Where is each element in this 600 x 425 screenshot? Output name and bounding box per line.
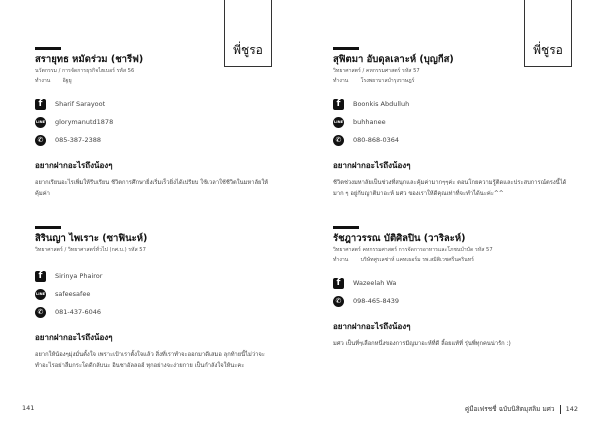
contact-facebook [35,267,270,285]
profile-card [35,226,270,372]
line-value: glorymanutd1878 [55,118,114,126]
facebook-icon: f [333,278,344,289]
contact-phone [35,303,270,321]
phone-value: 098-465-8439 [353,297,400,305]
work-value: อิฐยู [62,78,72,84]
profile-card [35,47,270,200]
message-text: มศว เป็นที่ๆเลือกหนึ่งของการมีญมาอะห์ที่ดี ลี้อยแท้ที่ รุ่นพี่ทุกคนน่ารัก :) [333,341,511,347]
phone-icon: ✆ [333,135,344,146]
facebook-icon: f [35,271,46,282]
page-number: 142 [565,405,578,413]
contact-phone [35,131,270,149]
contact-line [35,285,270,303]
facebook-value: Sharif Sarayoot [55,100,106,108]
work-label: ทำงาน [333,78,349,84]
facebook-value: Wazeelah Wa [353,279,397,287]
phone-value: 081-437-6046 [55,308,102,316]
message-text: อยากเรียนอะไรเพิ่มให้รีบเรียน ชีวิตการศึกษายิ่งเริ่มเร็วยิ่งได้เปรียบ ใช้เวลาใช้ชีวิตในมหาลัยให้คุ้มค่า [35,180,269,197]
contact-phone [333,292,568,310]
profile-card [333,47,568,200]
profile-work [333,256,568,265]
profile-degree: นวัตกรรม / การจัดการธุรกิจไฮเบอร์ รหัส 56 [35,68,135,74]
message-text: อยากให้น้องๆมุ่งมั่นตั้งใจ เพราะเป้าเราตั้งใจแล้ว สิ่งที่เราทำจะออกมาดีเสมอ ลุกท้ายนี้ไม่ว่าจะทำอะไรอย่าลืมกระโดดีกลับนะ อินชาอัลลอฮ์ ทุกอย่างจะง่ายกาย เป็นกำลังใจให้นะคะ [35,352,265,369]
contact-list [35,267,270,321]
work-value: บริษัทศูรเลซ่าห์ แคทเธอร์ม รพ.สมิติเวชศรีนครินทร์ [360,257,474,263]
heading-bar [333,226,359,229]
message-title: อยากฝากอะไรถึงน้องๆ [333,161,411,170]
footer-divider [560,405,561,414]
profile-name: รัชฎาวรรณ บัติศิลปิน (วาริละห์) [333,233,466,244]
profile-degree: วิทยาศาสตร์ / คหกรรมศาสตร์ รหัส 57 [333,68,420,74]
line-icon: LINE [35,289,46,300]
heading-bar [35,47,61,50]
contact-facebook [333,274,568,292]
profile-work [333,77,568,86]
line-icon: LINE [333,117,344,128]
profile-degree: วิทยาศาสตร์ / วิทยาศาสตร์ทั่วไป (กศ.บ.) รหัส 57 [35,247,146,253]
contact-list [333,95,568,149]
work-value: โรงพยาบาลบำรุงราษฎร์ [360,78,415,84]
work-label: ทำงาน [333,257,349,263]
page-number: 141 [22,404,35,412]
contact-list [35,95,270,149]
contact-facebook [333,95,568,113]
contact-line [333,113,568,131]
heading-bar [35,226,61,229]
phone-value: 080-868-0364 [353,136,400,144]
phone-value: 085-387-2388 [55,136,102,144]
heading-bar [333,47,359,50]
facebook-value: Sirinya Phairor [55,272,103,280]
phone-icon: ✆ [35,135,46,146]
work-label: ทำงาน [35,78,51,84]
line-icon: LINE [35,117,46,128]
message-text: ชีวิตช่วงมหาลัยเป็นช่วงที่สนุกและคุ้มค่ามากๆๆค่ะ ตอนโกยความรู้ติดและประสบการณ์ตรงนี้ได้มาก ๆ อยู่กับญาติมาอะห์ มศว ของเราให้ดีคุณเท่าที่จะทำได้นะค่ะ^^ [333,180,567,197]
tab-label: พี่ชูรอ [233,43,263,57]
contact-line [35,113,270,131]
contact-phone [333,131,568,149]
message-title: อยากฝากอะไรถึงน้องๆ [35,333,113,342]
contact-list [333,274,568,310]
profile-name: สิรินญา ไพเราะ (ซาฟินะห์) [35,233,148,244]
message-title: อยากฝากอะไรถึงน้องๆ [35,161,113,170]
right-page [300,0,600,425]
phone-icon: ✆ [333,296,344,307]
line-value: buhhanee [353,118,386,126]
profile-work [35,77,270,86]
contact-facebook [35,95,270,113]
phone-icon: ✆ [35,307,46,318]
facebook-value: Boonkis Abdulluh [353,100,410,108]
facebook-icon: f [35,99,46,110]
message-title: อยากฝากอะไรถึงน้องๆ [333,322,411,331]
page-footer [465,404,578,414]
line-value: safeesafee [55,290,91,298]
footer-title: คู่มือเฟรชชี่ ฉบับนิสิตมุสลิม มศว [464,405,555,413]
tab-label: พี่ชูรอ [533,43,563,57]
profile-card [333,226,568,350]
profile-name: สุฟิตมา อับดุลเลาะห์ (บุญกีส) [333,54,454,65]
facebook-icon: f [333,99,344,110]
profile-name: สรายุทธ หมัดร่วม (ชารีฟ) [35,54,144,65]
profile-degree: วิทยาศาสตร์ คหกรรมศาสตร์ การจัดการอาหารและโภชนบำบัด รหัส 57 [333,247,493,253]
